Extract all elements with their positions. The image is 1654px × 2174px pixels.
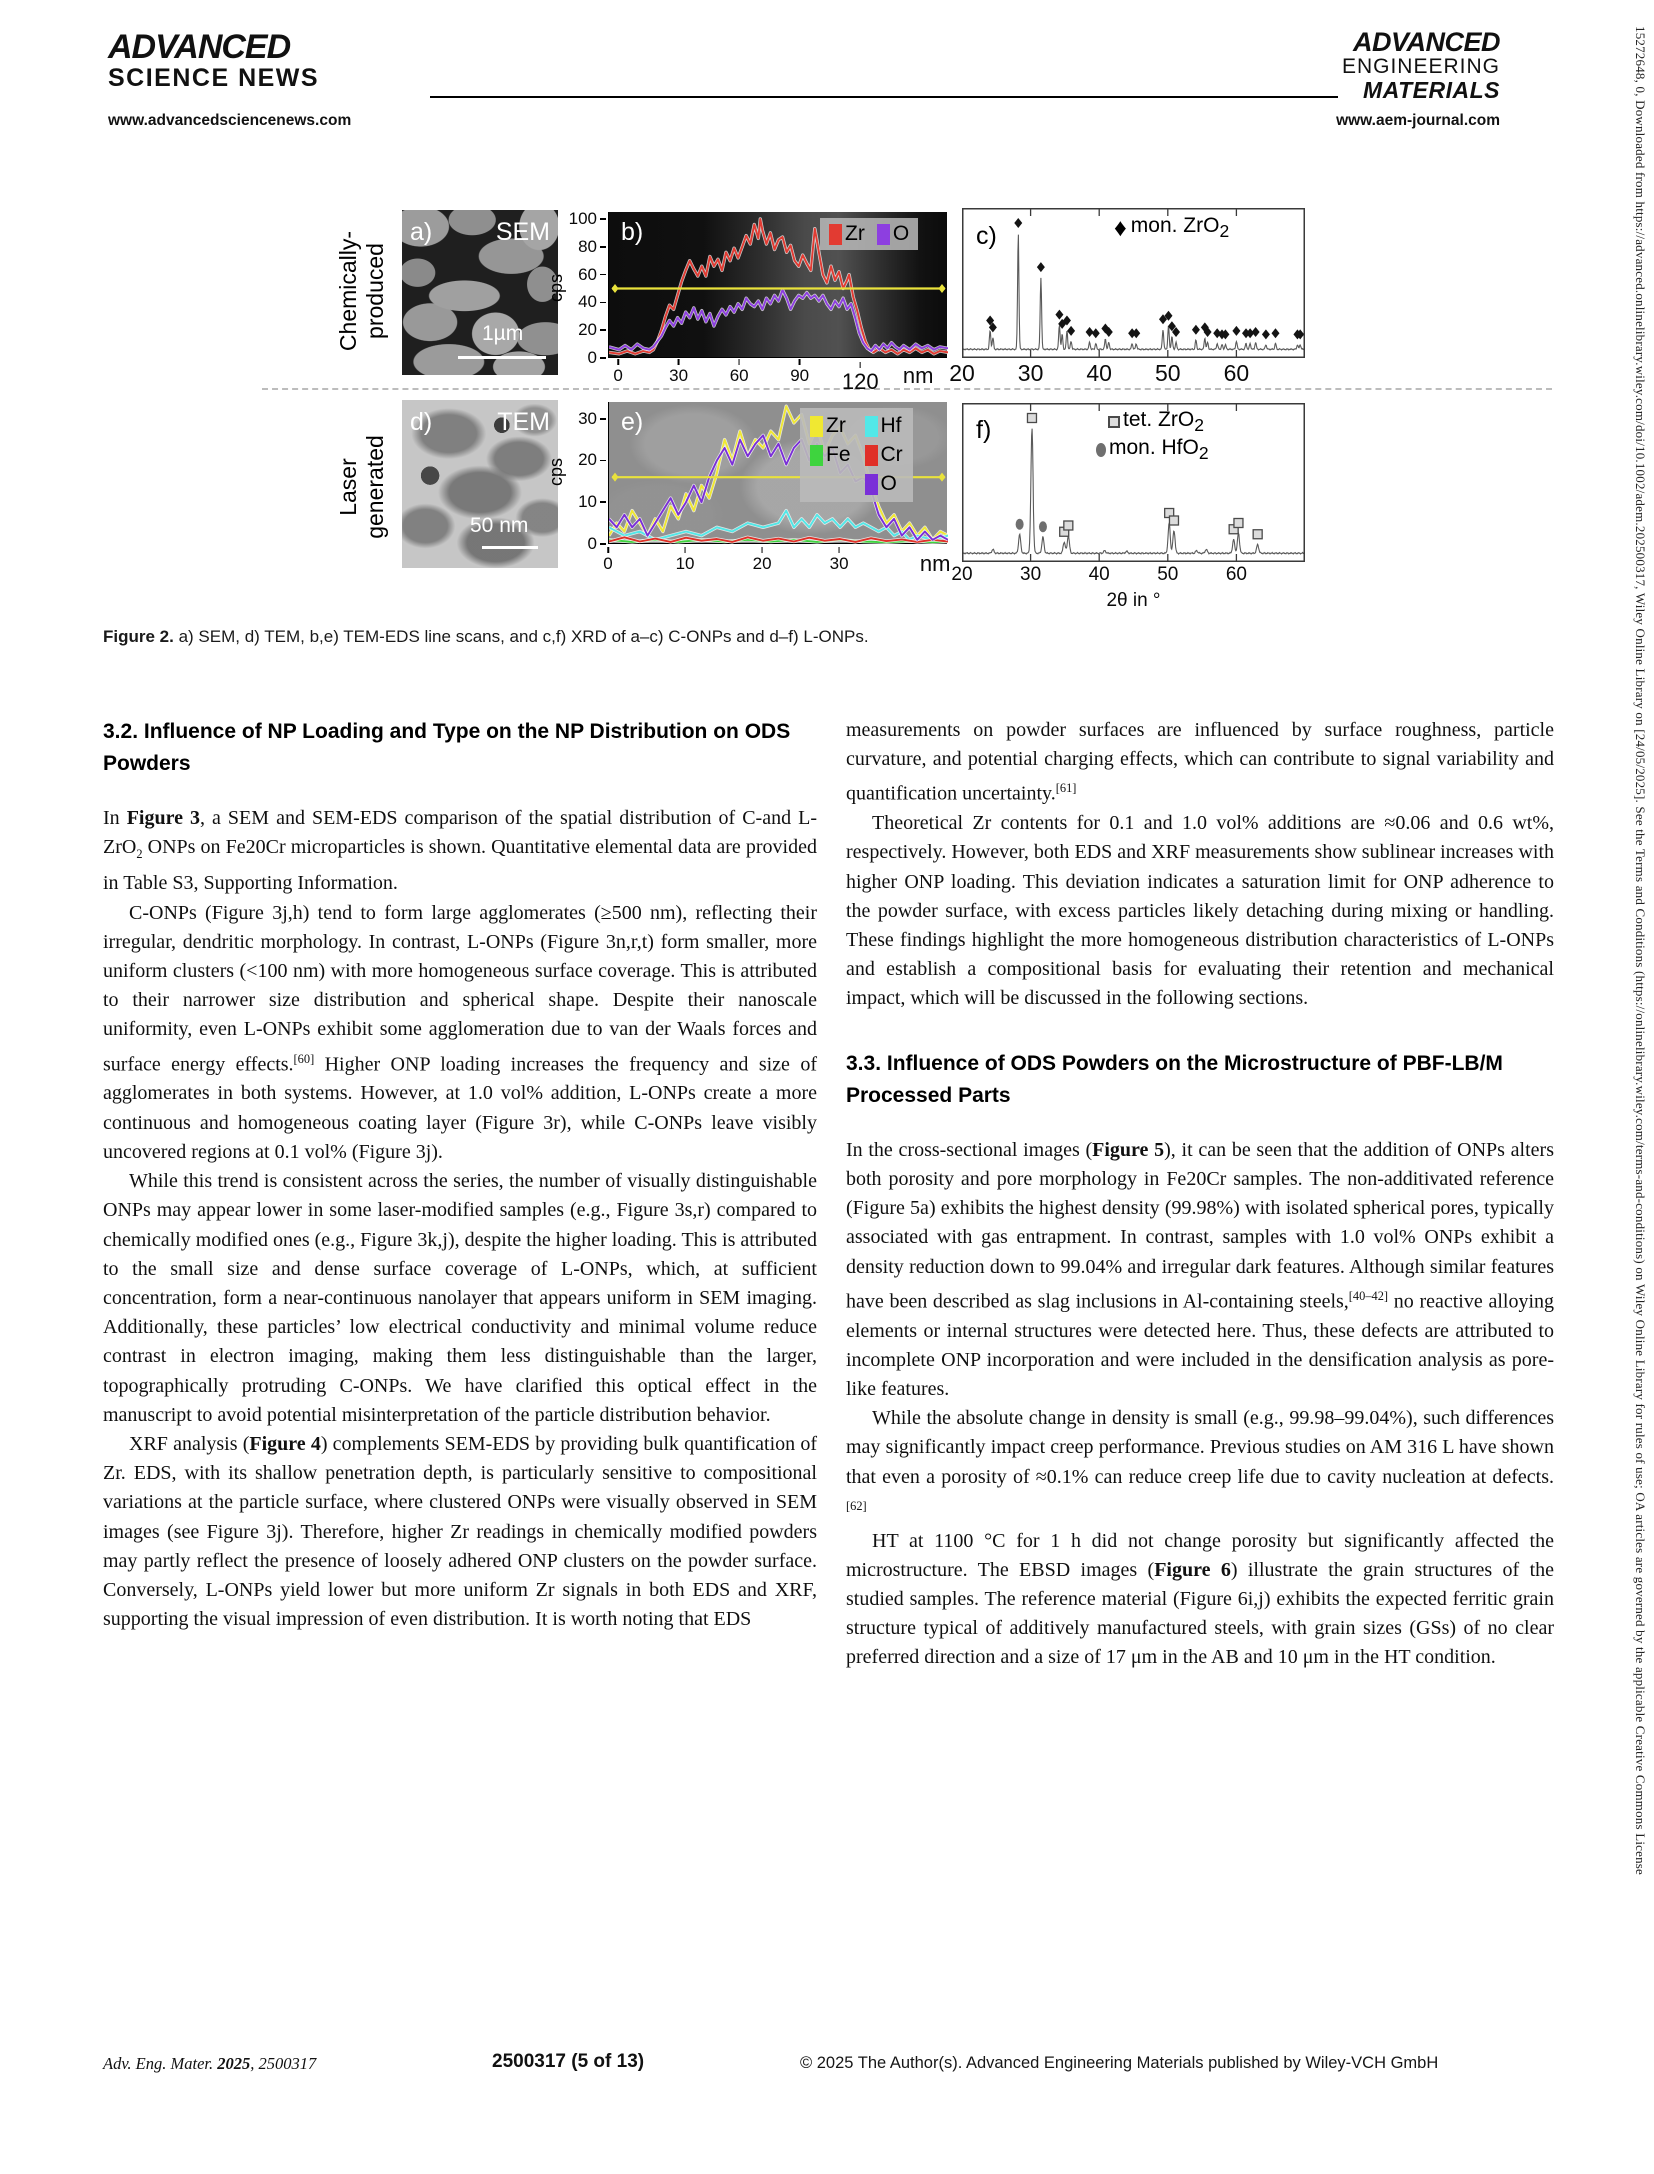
- paragraph: measurements on powder surfaces are influenced by surface roughness, particle curvature, and potential charging effects, which can contribute to signal variability and quantification uncertainty.[61]: [846, 719, 1554, 806]
- color-swatch-icon: [865, 416, 878, 437]
- color-swatch-icon: [865, 474, 878, 495]
- paragraph: While the absolute change in density is small (e.g., 99.98–99.04%), such differences may significantly impact creep performance. Previous studies on AM 316 L have shown that even a porosity of ≈0.1% can reduce creep life due to cavity nucleation at defects.[62]: [846, 1407, 1554, 1513]
- legend-text: mon. ZrO$_2$: [1130, 214, 1230, 242]
- legend-panel-f-tet-zro2: [1108, 408, 1204, 436]
- x-tick-label: 20: [951, 564, 973, 585]
- y-tick-label: 10: [578, 492, 606, 512]
- x-axis-unit: nm: [902, 363, 934, 388]
- panel-d-label: d): [410, 408, 433, 436]
- scalebar-label: 50 nm: [470, 514, 529, 537]
- legend-panel-e: [800, 408, 913, 502]
- paragraph: While this trend is consistent across the series, the number of visually distinguishable ONPs may appear lower in some laser-modified samples (e.g., Figure 3s,r) compared to chemically modified ones (e.g., Figure 3k,j), despite the higher loading. This is attributed to the small size and dense surface coverage of L-ONPs, which, at sufficient concentration, form a near-continuous nanolayer that appears uniform in SEM imaging. Additionally, these particles’ low electrical conductivity and minimal volume reduce contrast in electron imaging, making them less distinguishable than the larger, topographically protruding C-ONPs. We have clarified this optical effect in the manuscript to avoid potential misinterpretation of the particle distribution behavior.: [103, 1170, 817, 1426]
- x-tick-label: 10: [676, 547, 695, 574]
- y-axis-ticks: [548, 402, 606, 553]
- x-tick-label: 120: [842, 359, 879, 395]
- header-rule: [430, 96, 1338, 98]
- legend-item-Zr: Zr: [810, 414, 851, 438]
- x-tick-label: 0: [613, 359, 622, 386]
- right-url: www.aem-journal.com: [1336, 112, 1500, 129]
- y-axis-label-cps: cps: [546, 458, 566, 487]
- tem-micrograph-panel-d: [402, 400, 558, 568]
- paragraph: XRF analysis (Figure 4) complements SEM-EDS by providing bulk quantification of Zr. EDS, with its shallow penetration depth, is particularly sensitive to compositional variations at the particle surface, where clustered ONPs were visually observed in SEM images (see Figure 3j). Therefore, higher Zr readings in chemically modified powders may partly reflect the presence of loosely adhered ONP clusters on the powder surface. Conversely, L-ONPs yield lower but more uniform Zr signals in both EDS and XRF, supporting the visual impression of even distribution. It is worth noting that EDS: [103, 1432, 817, 1631]
- sem-micrograph-panel-a: [402, 210, 558, 375]
- logo-line-1: ADVANCED: [1352, 27, 1500, 57]
- x-tick-label: 60: [1223, 360, 1250, 386]
- y-tick-label: 30: [578, 409, 606, 429]
- y-axis-ticks: [548, 208, 606, 367]
- row-label-laser-generated: Laser generated: [335, 435, 388, 539]
- advanced-science-news-logo: [108, 30, 319, 91]
- scalebar: [482, 546, 538, 549]
- legend-panel-b: [820, 218, 918, 250]
- section-heading-3-2: 3.2. Influence of NP Loading and Type on the NP Distribution on ODS Powders: [103, 720, 791, 775]
- paragraph: In the cross-sectional images (Figure 5), it can be seen that the addition of ONPs alters both porosity and pore morphology in Fe20Cr samples. The non-additivated reference (Figure 5a) exhibits the highest density (99.98%) with isolated spherical pores, typically associated with gas entrapment. In contrast, samples with 1.0 vol% ONPs exhibit a density reduction down to 99.04% and irregular dark features. Although similar features have been described as slag inclusions in Al-containing steels,[40–42] no reactive alloying elements or internal structures were detected here. Thus, these defects are attributed to incomplete ONP incorporation and were included in the densification analysis as pore-like features.: [846, 1138, 1554, 1400]
- section-heading-3-3: 3.3. Influence of ODS Powders on the Microstructure of PBF-LB/M Processed Parts: [846, 1051, 1503, 1107]
- x-axis-label-2theta: 2θ in °: [1106, 590, 1161, 611]
- legend-item-Hf: Hf: [865, 414, 903, 438]
- x-tick-label: 60: [730, 359, 749, 386]
- paragraph: C-ONPs (Figure 3j,h) tend to form large agglomerates (≥500 nm), reflecting their irregular, dendritic morphology. In contrast, L-ONPs (Figure 3n,r,t) form smaller, more uniform clusters (<100 nm) with more homogeneous surface coverage. This is attributed to their narrower size distribution and spherical shape. Despite their nanoscale uniformity, even L-ONPs exhibit some agglomeration due to van der Waals forces and surface energy effects.[60] Higher ONP loading increases the frequency and size of agglomerates in both systems. However, at 1.0 vol% addition, L-ONPs create a more continuous and homogeneous coating layer (Figure 3r), while C-ONPs leave visibly uncovered regions at 0.1 vol% (Figure 3j).: [103, 901, 817, 1163]
- color-swatch-icon: [865, 445, 878, 466]
- legend-item-Fe: Fe: [810, 443, 851, 467]
- x-tick-label: 90: [790, 359, 809, 386]
- x-tick-label: 30: [1020, 564, 1042, 585]
- y-tick-label: 40: [578, 292, 606, 312]
- panel-b-label: b): [621, 218, 644, 246]
- scalebar: [458, 356, 546, 359]
- x-tick-label: 60: [1225, 564, 1247, 585]
- y-tick-label: 20: [578, 320, 606, 340]
- x-tick-label: 30: [830, 547, 849, 574]
- color-swatch-icon: [810, 416, 823, 437]
- x-tick-label: 50: [1157, 564, 1179, 585]
- x-axis-ticks: [603, 547, 951, 579]
- footer-page-number: 2500317 (5 of 13): [492, 2051, 645, 2072]
- legend-text: tet. ZrO$_2$: [1123, 408, 1204, 436]
- logo-line-3: MATERIALS: [1363, 77, 1500, 104]
- logo-line-2: ENGINEERING: [1341, 55, 1500, 79]
- x-tick-label: 40: [1086, 360, 1112, 386]
- legend-item-O: O: [865, 472, 903, 496]
- color-swatch-icon: [810, 445, 823, 466]
- legend-item-Zr: Zr: [829, 222, 865, 246]
- y-tick-label: 80: [578, 237, 606, 257]
- x-tick-label: 40: [1088, 564, 1110, 585]
- footer-journal-ref: Adv. Eng. Mater. 2025, 2500317: [103, 2054, 317, 2073]
- panel-f-label: f): [976, 416, 992, 444]
- panel-a-tag: SEM: [495, 218, 550, 246]
- download-license-sidebar: 15272648, 0, Downloaded from https://advanced.onlinelibrary.wiley.com/doi/10.1002/adem.202500317, Wiley Online Library on [24/05/2025]. See the Terms and Conditions (https://onlinelibrary.wiley.com/terms-and-conditions) on Wiley Online Library for rules of use; OA articles are governed by the applicable Creative Commons License: [1633, 26, 1648, 1876]
- y-tick-label: 100: [569, 209, 606, 229]
- logo-line-1: ADVANCED: [108, 28, 291, 66]
- panel-d-tag: TEM: [497, 408, 550, 436]
- y-axis-label-cps: cps: [546, 274, 566, 303]
- logo-line-2: SCIENCE NEWS: [108, 64, 320, 92]
- y-tick-label: 0: [588, 534, 606, 554]
- left-url: www.advancedsciencenews.com: [108, 112, 352, 129]
- legend-item-Cr: Cr: [865, 443, 903, 467]
- paragraph: Theoretical Zr contents for 0.1 and 1.0 vol% additions are ≈0.06 and 0.6 wt%, respectively. However, both EDS and XRF measurements show sublinear increases with higher ONP loading. This deviation indicates a saturation limit for ONP adherence to the powder surface, with excess particles likely detaching during mixing or handling. These findings highlight the more homogeneous distribution characteristics of L-ONPs and establish a compositional basis for evaluating their retention and mechanical impact, which will be discussed in the following sections.: [846, 812, 1554, 1010]
- diamond-marker-icon: ♦: [1114, 214, 1127, 242]
- panel-c-label: c): [976, 222, 997, 250]
- legend-panel-f-mon-hfo2: [1096, 436, 1209, 464]
- y-tick-label: 20: [578, 450, 606, 470]
- x-axis-ticks: [949, 360, 1305, 392]
- y-tick-label: 60: [578, 265, 606, 285]
- x-axis-ticks: [608, 359, 947, 394]
- color-swatch-icon: [877, 224, 890, 245]
- ellipse-marker-icon: [1096, 443, 1106, 457]
- square-marker-icon: [1108, 416, 1120, 428]
- legend-panel-c: [1114, 214, 1229, 243]
- right-column: [846, 716, 1554, 1673]
- left-column: [103, 716, 817, 1634]
- caption-label: Figure 2.: [103, 627, 174, 646]
- legend-text: mon. HfO$_2$: [1109, 436, 1209, 464]
- row-label-chemically-produced: Chemically- produced: [335, 230, 388, 352]
- footer-copyright: © 2025 The Author(s). Advanced Engineering Materials published by Wiley-VCH GmbH: [800, 2054, 1439, 2072]
- figure-caption: [103, 627, 1373, 647]
- y-tick-label: 0: [588, 348, 606, 368]
- caption-text: a) SEM, d) TEM, b,e) TEM-EDS line scans, and c,f) XRD of a–c) C-ONPs and d–f) L-ONPs.: [173, 627, 869, 646]
- x-tick-label: 50: [1155, 360, 1181, 386]
- x-tick-label: 0: [603, 547, 612, 574]
- panel-e-label: e): [621, 408, 644, 436]
- paragraph: In Figure 3, a SEM and SEM-EDS comparison of the spatial distribution of C-and L-ZrO$_2$ ONPs on Fe20Cr microparticles is shown. Quantitative elemental data are provided in Table S3, Supporting Information.: [103, 807, 817, 895]
- scalebar-label: 1µm: [482, 322, 524, 345]
- paragraph: HT at 1100 °C for 1 h did not change porosity but significantly affected the microstructure. The EBSD images (Figure 6) illustrate the grain structures of the studied samples. The reference material (Figure 6i,j) exhibits the expected ferritic grain structure typical of additively manufactured steels, with grain sizes (GSs) of no clear preferred direction and a size of 17 μm in the AB and 10 μm in the HT condition.: [846, 1529, 1554, 1669]
- x-tick-label: 20: [949, 360, 975, 386]
- x-axis-unit: nm: [919, 551, 951, 576]
- x-tick-label: 20: [753, 547, 772, 574]
- x-tick-label: 30: [669, 359, 688, 386]
- panel-a-label: a): [410, 218, 433, 246]
- advanced-engineering-materials-logo: [1230, 28, 1500, 103]
- x-tick-label: 30: [1017, 360, 1044, 386]
- color-swatch-icon: [829, 224, 842, 245]
- legend-item-O: O: [877, 222, 909, 246]
